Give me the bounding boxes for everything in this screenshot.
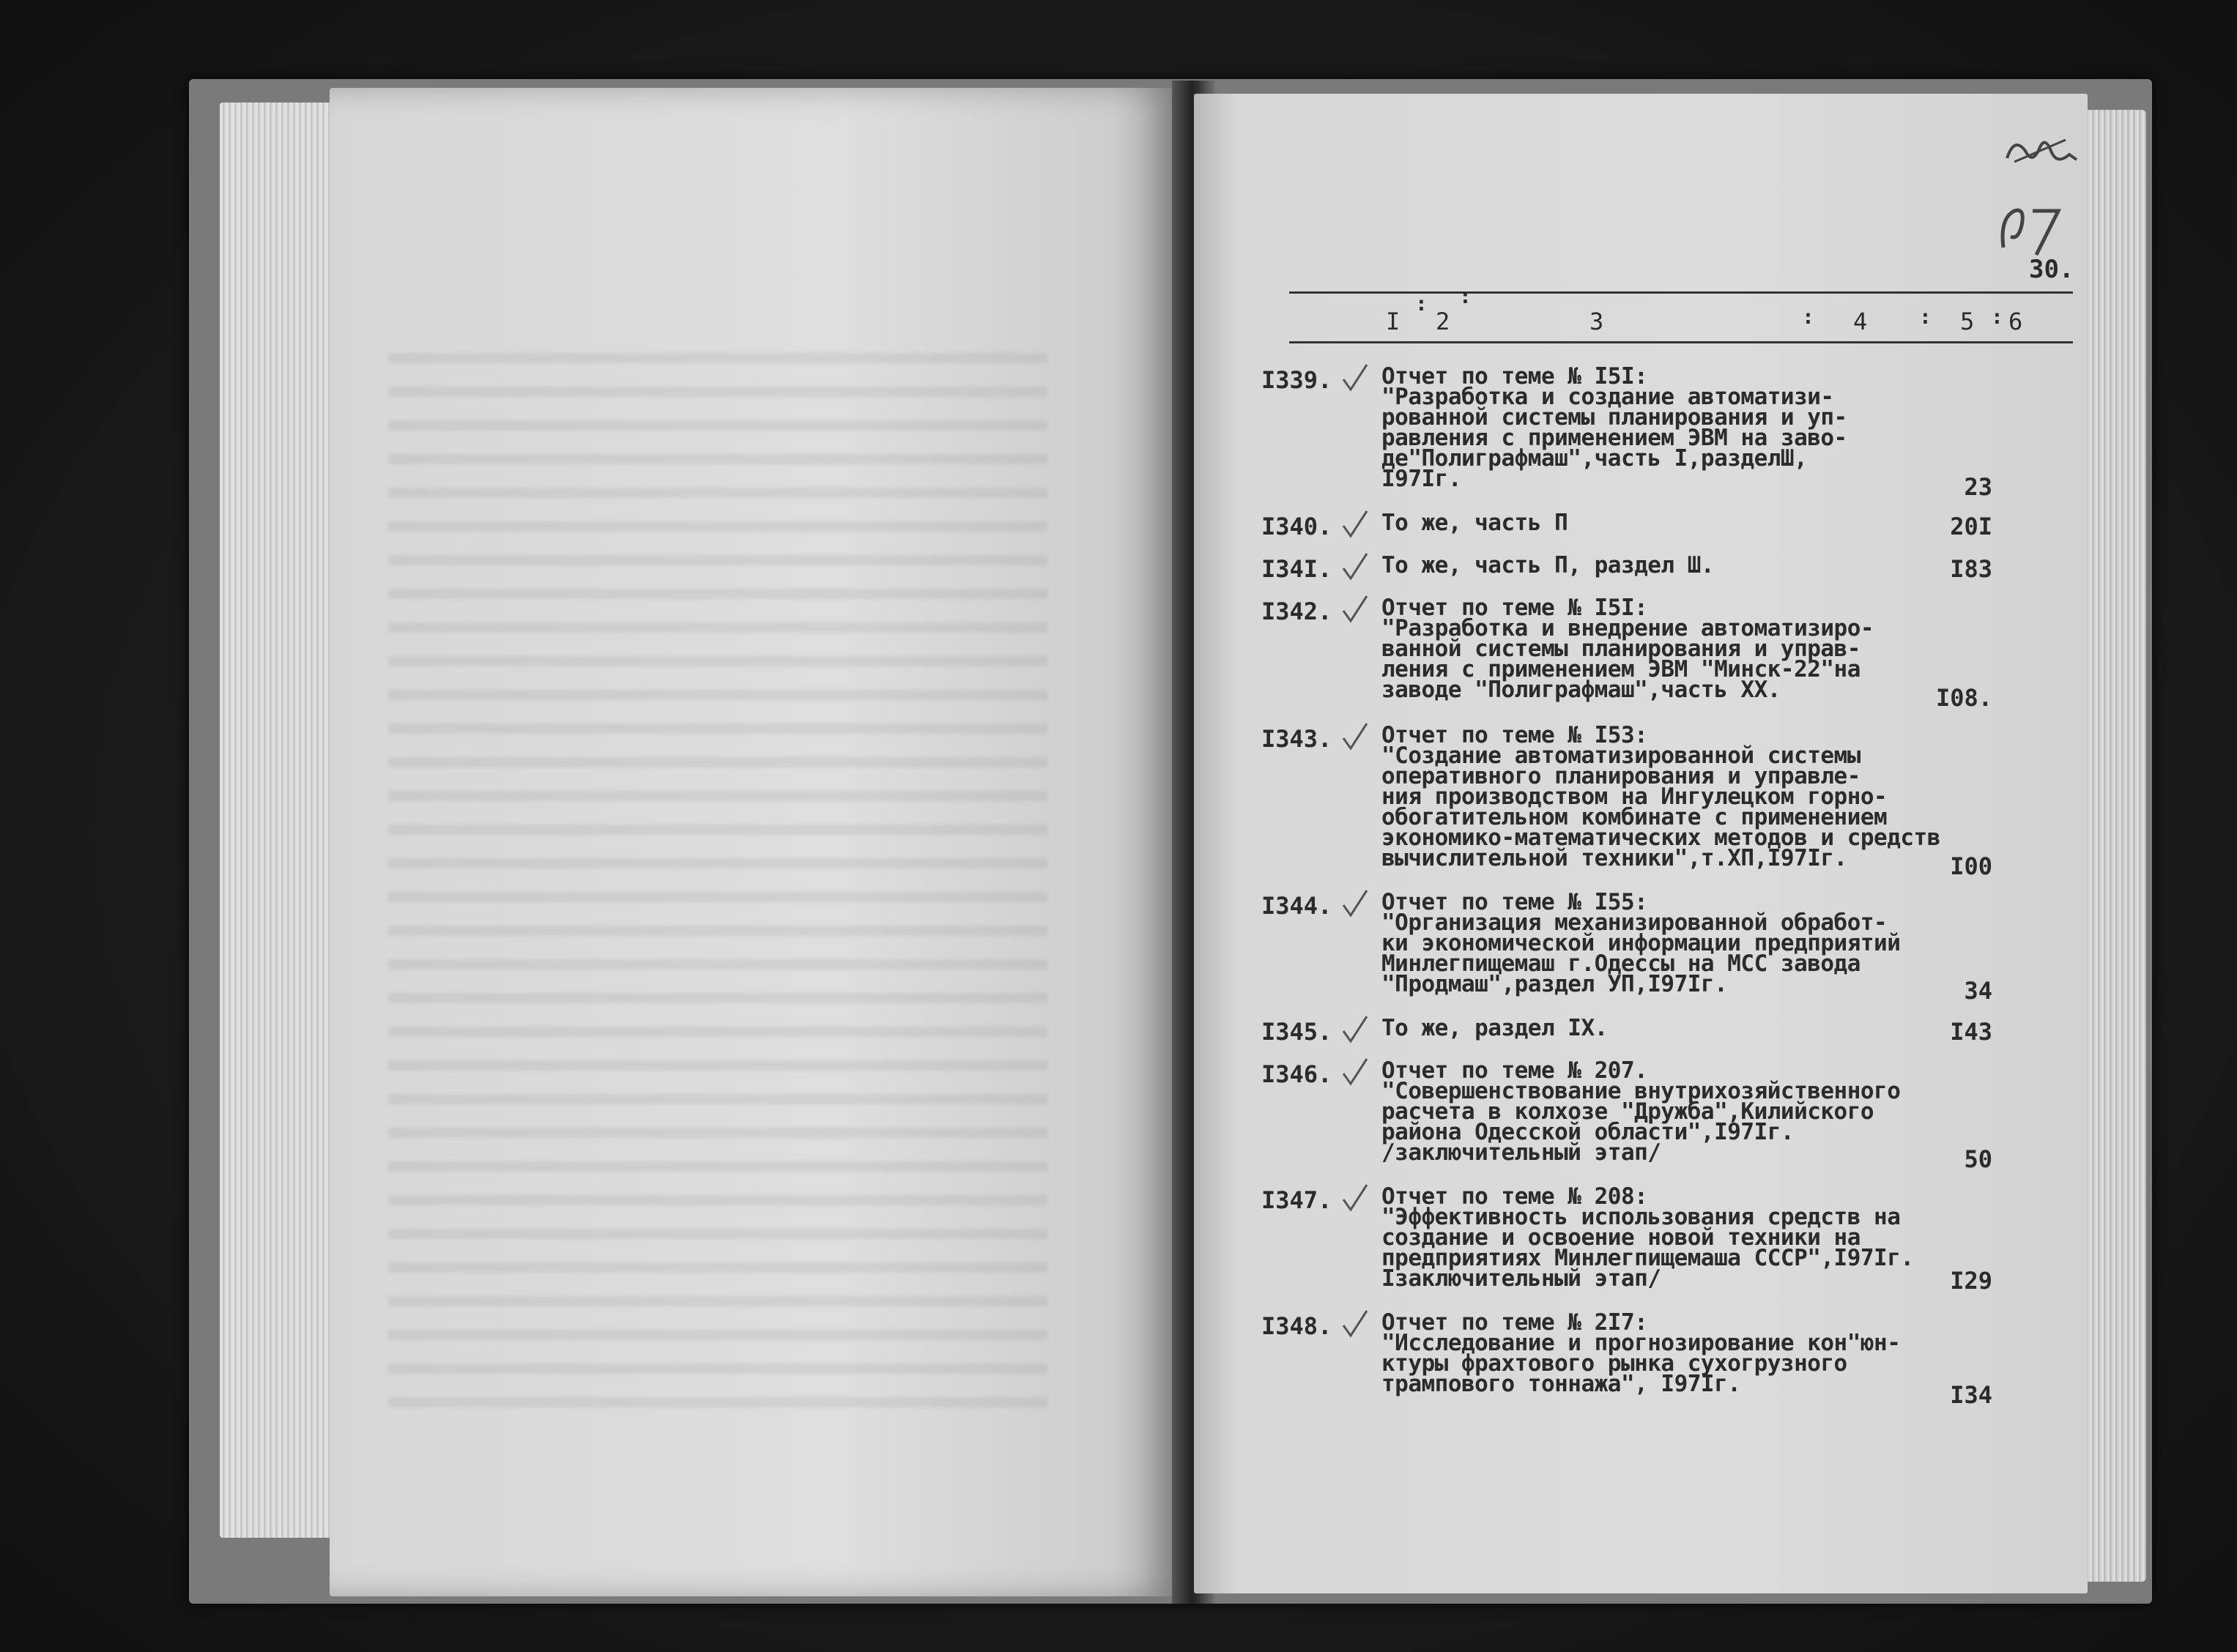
entry-number: I34I. bbox=[1261, 555, 1332, 583]
handwritten-folio-old bbox=[2000, 129, 2080, 173]
entry-text: Отчет по теме № I53: "Создание автоматизированной системы оперативного планирования и управле- ния производством на Ингулецком горно- обогатительном комбинате с применением экономико-математических методов и средств вычислительной техники",т.XП,I97Iг. bbox=[1381, 722, 1940, 871]
checkmark-icon bbox=[1340, 1013, 1370, 1046]
checkmark-icon bbox=[1340, 1308, 1370, 1340]
entry-number: I347. bbox=[1261, 1186, 1332, 1214]
entry-page-count: 20I bbox=[1950, 513, 1992, 540]
header-rule-bottom bbox=[1289, 341, 2073, 343]
entry-number: I346. bbox=[1261, 1060, 1332, 1088]
column-header-2: 2 bbox=[1436, 308, 1450, 335]
column-header-1: I bbox=[1386, 308, 1401, 335]
left-page-edges bbox=[220, 103, 344, 1538]
column-separator: : bbox=[1991, 305, 2003, 329]
entry-page-count: I00 bbox=[1950, 852, 1992, 880]
entry-text: Отчет по теме № I55: "Организация механизированной обработ- ки экономической информации предприятий Минлегпищемаш г.Одессы на МСС завода "Продмаш",раздел УП,I97Iг. bbox=[1381, 889, 1901, 997]
entry-page-count: I83 bbox=[1950, 555, 1992, 583]
entry-number: I343. bbox=[1261, 725, 1332, 753]
column-separator: : bbox=[1415, 291, 1428, 316]
entry-number: I344. bbox=[1261, 892, 1332, 920]
entry-text: Отчет по теме № I5I: "Разработка и создание автоматизи- рованной системы планирования и уп- равления с применением ЭВМ на заво- де"Полиграфмаш",часть I,разделШ, I97Iг. bbox=[1381, 363, 1847, 492]
column-header-4: 4 bbox=[1853, 308, 1868, 335]
checkmark-icon bbox=[1340, 1182, 1370, 1214]
entry-text: То же, часть П bbox=[1381, 510, 1568, 536]
entry-text: Отчет по теме № 208: "Эффективность использования средств на создание и освоение новой техники на предприятиях Минлегпищемаша СССР",I97Iг. Iзаключительный этап/ bbox=[1381, 1183, 1914, 1292]
entry-page-count: I43 bbox=[1950, 1018, 1992, 1046]
column-header-5: 5 bbox=[1960, 308, 1975, 335]
checkmark-icon bbox=[1340, 508, 1370, 540]
column-separator: : bbox=[1919, 305, 1932, 329]
checkmark-icon bbox=[1340, 593, 1370, 625]
right-page bbox=[1194, 94, 2088, 1593]
entry-page-count: I34 bbox=[1950, 1381, 1992, 1409]
entry-number: I339. bbox=[1261, 366, 1332, 394]
column-header-6: 6 bbox=[2008, 308, 2023, 335]
checkmark-icon bbox=[1340, 721, 1370, 753]
entry-text: То же, раздел IX. bbox=[1381, 1015, 1608, 1041]
handwritten-folio bbox=[1992, 196, 2073, 262]
column-header-3: 3 bbox=[1589, 308, 1604, 335]
entry-number: I342. bbox=[1261, 598, 1332, 625]
entry-text: Отчет по теме № I5I: "Разработка и внедрение автоматизиро- ванной системы планирования и управ- ления с применением ЭВМ "Минск-22"на заводе "Полиграфмаш",часть XX. bbox=[1381, 595, 1874, 703]
page-number: 30. bbox=[2029, 255, 2074, 284]
entry-text: Отчет по теме № 2I7: "Исследование и прогнозирование кон"юн- ктуры фрахтового рынка сухогрузного трампового тоннажа", I97Iг. bbox=[1381, 1309, 1901, 1397]
checkmark-icon bbox=[1340, 1056, 1370, 1088]
entry-number: I348. bbox=[1261, 1312, 1332, 1340]
bleedthrough-text-shadow bbox=[388, 330, 1047, 1428]
checkmark-icon bbox=[1340, 888, 1370, 920]
column-separator: : bbox=[1802, 305, 1814, 329]
entry-number: I345. bbox=[1261, 1018, 1332, 1046]
entry-page-count: 34 bbox=[1964, 977, 1992, 1005]
entry-text: То же, часть П, раздел Ш. bbox=[1381, 552, 1715, 578]
entry-page-count: I08. bbox=[1935, 684, 1992, 712]
left-page-bleedthrough bbox=[330, 88, 1179, 1596]
checkmark-icon bbox=[1340, 551, 1370, 583]
entry-number: I340. bbox=[1261, 513, 1332, 540]
header-rule-top bbox=[1289, 291, 2073, 294]
entry-page-count: 50 bbox=[1964, 1145, 1992, 1173]
entry-page-count: 23 bbox=[1964, 473, 1992, 501]
checkmark-icon bbox=[1340, 362, 1370, 394]
entry-text: Отчет по теме № 207. "Совершенствование внутрихозяйственного расчета в колхозе "Дружба",Килийского района Одесской области",I97Iг. /заключительный этап/ bbox=[1381, 1057, 1901, 1166]
column-separator: : bbox=[1459, 284, 1472, 308]
entry-page-count: I29 bbox=[1950, 1267, 1992, 1295]
